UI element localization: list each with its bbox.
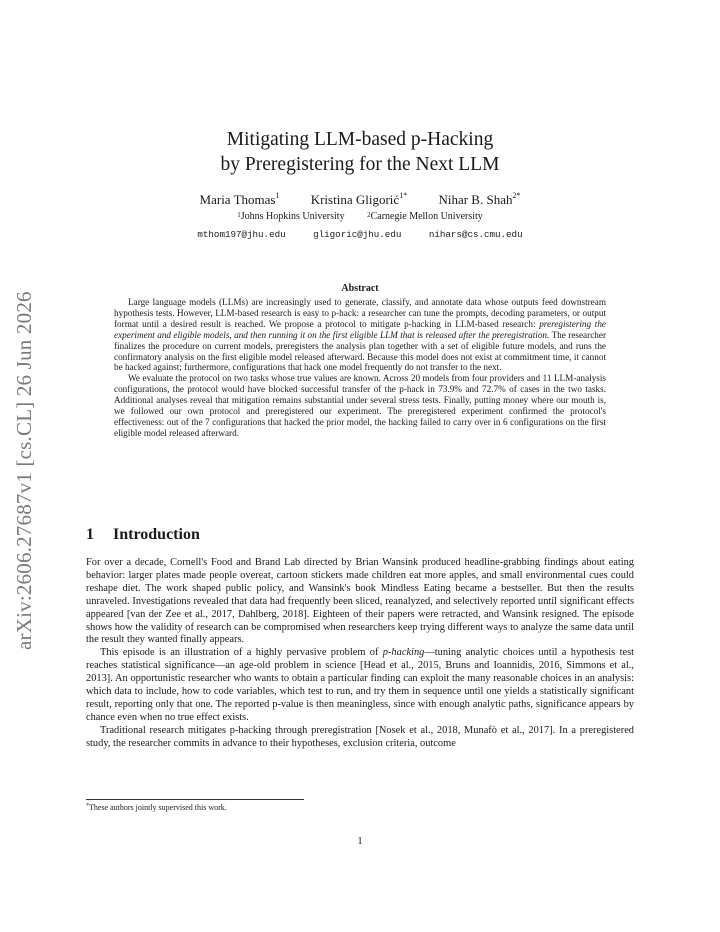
intro-paragraph-1: For over a decade, Cornell's Food and Brand Lab directed by Brian Wansink produced headline-grabbing findings about eating behavior: larger plates made people overeat, cartoon stickers made children eat more apples, and small environmental cues could reshape diet. The work shaped public policy, and Wansink's book Mindless Eating became a bestseller. But then the results unraveled. Investigations revealed that data had frequently been sliced, reanalyzed, and selectively reported until significant effects appeared [van der Zee et al., 2017, Dahlberg, 2018]. Eighteen of their papers were retracted, and Wansink resigned. The episode shows how the validity of research can be compromised when researchers keep trying different ways to analyze the same data until the result they wanted finally appears. bbox=[86, 557, 634, 646]
section-title: Introduction bbox=[113, 526, 200, 543]
title-line-1: Mitigating LLM-based p-Hacking bbox=[226, 129, 494, 150]
intro-paragraph-3: Traditional research mitigates p-hacking through preregistration [Nosek et al., 2018, Munafò et al., 2017]. In a preregistered study, the researcher commits in advance to their hypotheses, exclusion criteria, outcome bbox=[86, 724, 634, 749]
section-heading-introduction bbox=[86, 526, 200, 544]
email-3[interactable]: nihars@cs.cmu.edu bbox=[428, 229, 523, 240]
page-number: 1 bbox=[357, 836, 363, 847]
footnote: *These authors jointly supervised this work. bbox=[86, 803, 227, 812]
introduction-body bbox=[86, 557, 634, 751]
affiliations bbox=[0, 211, 720, 222]
abstract-heading: Abstract bbox=[341, 283, 379, 294]
affiliation-1: $^1$Johns Hopkins University bbox=[237, 211, 345, 222]
abstract-body bbox=[114, 297, 606, 439]
author-emails bbox=[0, 229, 720, 240]
paper-title bbox=[0, 127, 720, 177]
footnote-divider bbox=[86, 799, 304, 800]
title-line-2: by Preregistering for the Next LLM bbox=[220, 154, 500, 175]
section-number: 1 bbox=[86, 526, 94, 543]
intro-paragraph-2: This episode is an illustration of a highly pervasive problem of p-hacking—tuning analytic choices until a hypothesis test reaches statistical significance—an age-old problem in science [Head et al., 2015, Bruns and Ioannidis, 2016, Simmons et al., 2013]. An opportunistic researcher who wants to obtain a particular finding can exploit the many reasonable choices in an analysis: which data to include, how to code variables, which test to run, and try them in sequence until one yields a statistically significant result, reporting only that one. The reported p-value is then meaningless, since with enough analytic paths, significance appears by chance even when no true effect exists. bbox=[86, 647, 634, 723]
email-1[interactable]: mthom197@jhu.edu bbox=[197, 229, 286, 240]
abstract-paragraph-1: Large language models (LLMs) are increasingly used to generate, classify, and annotate data whose outputs feed downstream hypothesis tests. However, LLM-based research is easy to p-hack: a researcher can tune the prompts, decoding parameters, or output format until a desired result is reached. We propose a protocol to mitigate p-hacking in LLM-based research: preregistering the experiment and eligible models, and then running it on the first eligible LLM that is released after the preregistration. The researcher finalizes the procedure on current models, preregisters the analysis plan together with a set of eligible future models, and runs the confirmatory analysis on the first eligible model released afterward. Because this model does not exist at commitment time, it cannot be hacked against; furthermore, configurations that hack one model frequently do not transfer to the next. bbox=[114, 297, 607, 373]
author-2: Kristina Gligorić$^{1*}$ bbox=[310, 191, 408, 207]
arxiv-identifier-stamp[interactable]: arXiv:2606.27687v1 [cs.CL] 26 Jun 2026 bbox=[12, 291, 36, 650]
affiliation-2: $^2$Carnegie Mellon University bbox=[367, 211, 483, 222]
author-3: Nihar B. Shah$^{2*}$ bbox=[438, 191, 521, 207]
abstract-paragraph-2: We evaluate the protocol on two tasks whose true values are known. Across 20 models from four providers and 11 LLM-analysis configurations, the protocol would have blocked successful transfer of the p-hack in 73.9% and 72.7% of cases in the two tasks. Additional analyses reveal that mitigation remains substantial under several stress tests. Finally, putting money where our mouth is, we followed our own protocol and preregistered our experiment. The preregistered experiment confirmed the protocol's effectiveness: out of the 7 configurations that hacked the prior model, the hacking failed to carry over in 6 configurations on the first eligible model released afterward. bbox=[114, 373, 606, 438]
author-list bbox=[0, 192, 720, 208]
author-1: Maria Thomas$^1$ bbox=[199, 191, 280, 207]
email-2[interactable]: gligoric@jhu.edu bbox=[313, 229, 402, 240]
